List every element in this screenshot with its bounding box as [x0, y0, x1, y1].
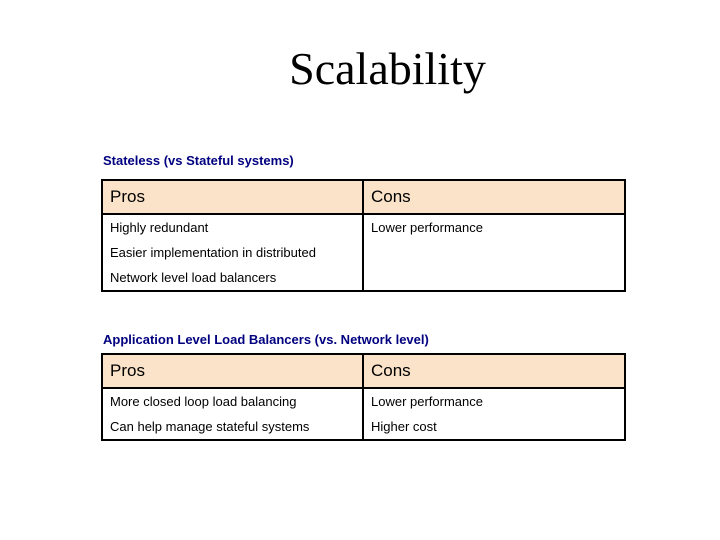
pro-cell: Network level load balancers [102, 265, 363, 291]
table-row [102, 414, 625, 440]
section-label-stateless: Stateless (vs Stateful systems) [103, 153, 294, 168]
con-cell [363, 240, 625, 265]
table-row [102, 240, 625, 265]
stateless-pros-cons-table [101, 179, 626, 292]
cons-header: Cons [363, 180, 625, 214]
section-label-app-level-lb: Application Level Load Balancers (vs. Network level) [103, 332, 429, 347]
table-header-row [102, 180, 625, 214]
con-cell: Lower performance [371, 220, 483, 235]
pro-cell: Can help manage stateful systems [102, 414, 363, 440]
table-header-row [102, 354, 625, 388]
pro-cell: More closed loop load balancing [102, 388, 363, 414]
pro-cell: Easier implementation in distributed [102, 240, 363, 265]
app-lb-pros-cons-table [101, 353, 626, 441]
slide-title: Scalability [289, 43, 486, 94]
pros-header: Pros [102, 180, 363, 214]
pros-header: Pros [102, 354, 363, 388]
table-row [102, 265, 625, 291]
con-cell [363, 265, 625, 291]
table-row [102, 214, 625, 240]
pro-cell: Highly redundant [102, 214, 363, 240]
con-cell: Higher cost [371, 419, 437, 434]
cons-header: Cons [363, 354, 625, 388]
con-cell: Lower performance [371, 394, 483, 409]
table-row [102, 388, 625, 414]
